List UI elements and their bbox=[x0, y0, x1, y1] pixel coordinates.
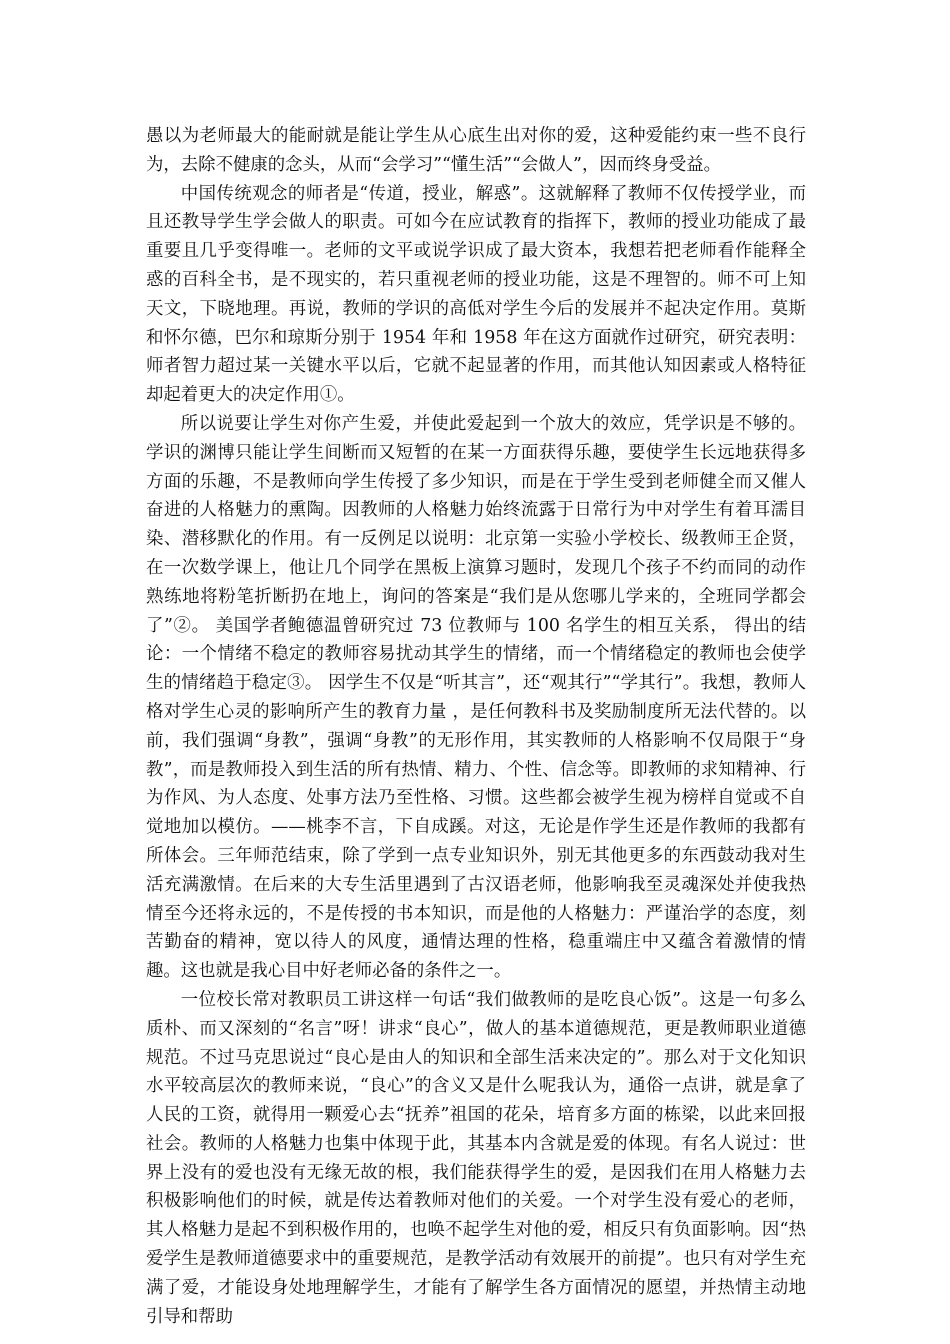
paragraph-2: 中国传统观念的师者是“传道，授业，解惑”。这就解释了教师不仅传授学业，而且还教导学生学会做人的职责。可如今在应试教育的指挥下，教师的授业功能成了最重要且几乎变得唯一。老师的文平或说学识成了最大资本，我想若把老师看作能释全惑的百科全书，是不现实的，若只重视老师的授业功能，这是不理智的。师不可上知天文，下晓地理。再说，教师的学识的高低对学生今后的发展并不起决定作用。莫斯和怀尔德，巴尔和琼斯分别于 1954 年和 1958 年在这方面就作过研究，研究表明：师者智力超过某一关键水平以后，它就不起显著的作用，而其他认知因素或人格特征却起着更大的决定作用①。 bbox=[146, 183, 806, 406]
body-text bbox=[146, 122, 806, 1331]
paragraph-4: 一位校长常对教职员工讲这样一句话“我们做教师的是吃良心饭”。这是一句多么质朴、而又深刻的“名言”呀！讲求“良心”，做人的基本道德规范，更是教师职业道德规范。不过马克思说过“良心是由人的知识和全部生活来决定的”。那么对于文化知识水平较高层次的教师来说，“良心”的含义又是什么呢我认为，通俗一点讲，就是拿了人民的工资，就得用一颗爱心去“抚养”祖国的花朵，培育多方面的栋梁，以此来回报社会。教师的人格魅力也集中体现于此，其基本内含就是爱的体现。有名人说过：世界上没有的爱也没有无缘无故的根，我们能获得学生的爱，是因我们在用人格魅力去积极影响他们的时候，就是传达着教师对他们的关爱。一个对学生没有爱心的老师，其人格魅力是起不到积极作用的，也唤不起学生对他的爱，相反只有负面影响。因“热爱学生是教师道德要求中的重要规范，是教学活动有效展开的前提”。也只有对学生充满了爱，才能设身处地理解学生，才能有了解学生各方面情况的愿望，并热情主动地引导和帮助 bbox=[146, 989, 806, 1327]
paragraph-1: 愚以为老师最大的能耐就是能让学生从心底生出对你的爱，这种爱能约束一些不良行为，去除不健康的念头，从而“会学习”“懂生活”“会做人”，因而终身受益。 bbox=[146, 126, 806, 175]
paragraph-3: 所以说要让学生对你产生爱，并使此爱起到一个放大的效应，凭学识是不够的。学识的渊博只能让学生间断而又短暂的在某一方面获得乐趣，要使学生长远地获得多方面的乐趣，不是教师向学生传授了多少知识，而是在于学生受到老师健全而又催人奋进的人格魅力的熏陶。因教师的人格魅力始终流露于日常行为中对学生有着耳濡目染、潜移默化的作用。有一反例足以说明：北京第一实验小学校长、级教师王企贤，在一次数学课上，他让几个同学在黑板上演算习题时，发现几个孩子不约而同的动作熟练地将粉笔折断扔在地上，询问的答案是“我们是从您哪儿学来的，全班同学都会了”②。 美国学者鲍德温曾研究过 73 位教师与 100 名学生的相互关系， 得出的结论：一个情绪不稳定的教师容易扰动其学生的情绪，而一个情绪稳定的教师也会使学生的情绪趋于稳定③。 因学生不仅是“听其言”，还“观其行”“学其行”。我想，教师人格对学生心灵的影响所产生的教育力量 ，是任何教科书及奖励制度所无法代替的。以前，我们强调“身教”，强调“身教”的无形作用，其实教师的人格影响不仅局限于“身教”，而是教师投入到生活的所有热情、精力、个性、信念等。即教师的求知精神、行为作风、为人态度、处事方法乃至性格、习惯。这些都会被学生视为榜样自觉或不自觉地加以模仿。——桃李不言，下自成蹊。对这，无论是作学生还是作教师的我都有所体会。三年师范结束，除了学到一点专业知识外，别无其他更多的东西鼓动我对生活充满激情。在后来的大专生活里遇到了古汉语老师，他影响我至灵魂深处并使我热情至今还将永远的，不是传授的书本知识，而是他的人格魅力：严谨治学的态度，刻苦勤奋的精神，宽以待人的风度，通情达理的性格，稳重端庄中又蕴含着激情的情趣。这也就是我心目中好老师必备的条件之一。 bbox=[146, 413, 806, 982]
